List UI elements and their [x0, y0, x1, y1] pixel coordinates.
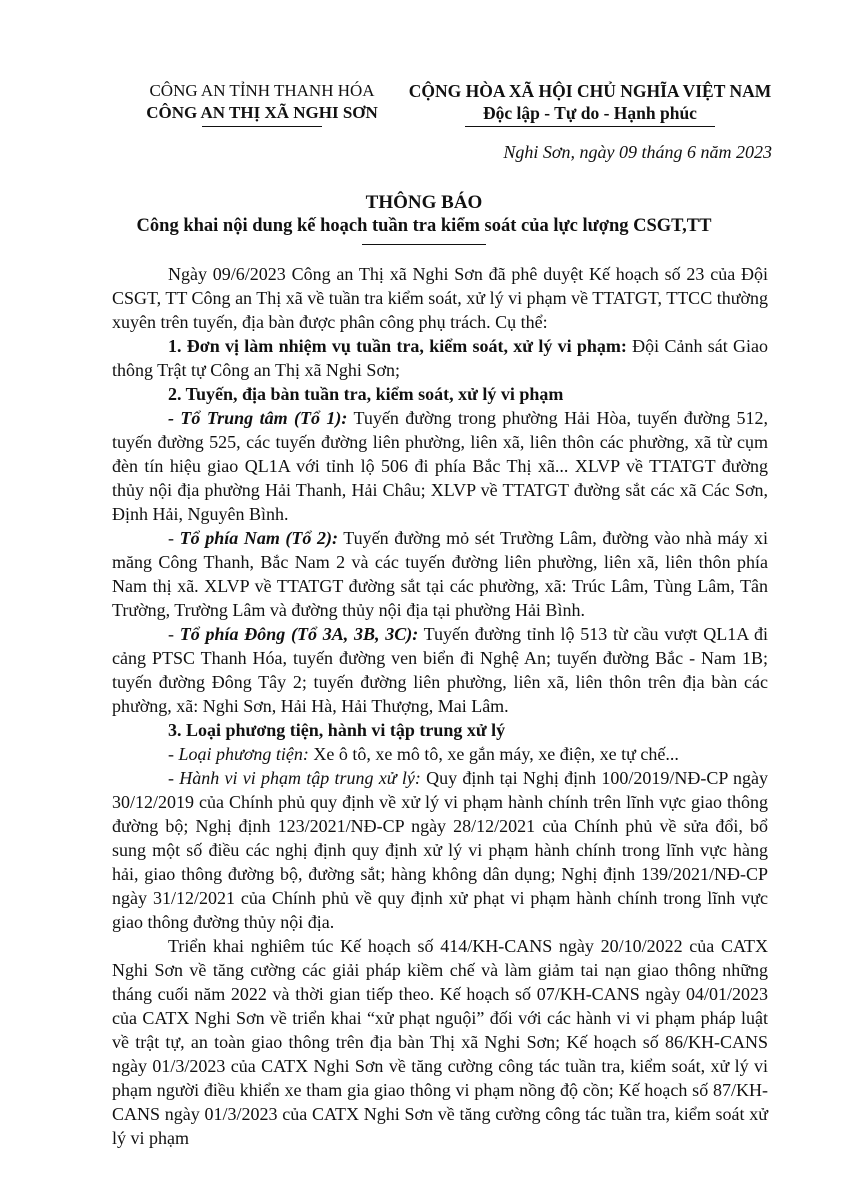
motto-underline [465, 126, 715, 127]
violations [112, 766, 768, 934]
issuer-name: CÔNG AN THỊ XÃ NGHI SƠN [146, 103, 378, 122]
section-1-heading: 1. Đơn vị làm nhiệm vụ tuần tra, kiểm soát, xử lý vi phạm: [168, 336, 627, 356]
vehicle-types-label: - Loại phương tiện: [168, 744, 309, 764]
vehicle-types-text: Xe ô tô, xe mô tô, xe gắn máy, xe điện, xe tự chế... [308, 744, 679, 764]
national-motto: Độc lập - Tự do - Hạnh phúc [483, 103, 697, 123]
section-1 [112, 334, 768, 382]
issuer-header [112, 80, 412, 124]
dateline: Nghi Sơn, ngày 09 tháng 6 năm 2023 [503, 142, 772, 162]
violations-text: Quy định tại Nghị định 100/2019/NĐ-CP ngày 30/12/2019 của Chính phủ quy định về xử lý vi phạm hành chính trên lĩnh vực giao thông đường bộ; Nghị định 123/2021/NĐ-CP ngày 28/12/2021 của Chính phủ về sửa đổi, bổ sung một số điều các nghị định quy định xử lý vi phạm hành chính trong lĩnh vực hàng hải, giao thông đường bộ, đường sắt; hàng không dân dụng; Nghị định 139/2021/NĐ-CP ngày 31/12/2021 của Chính phủ về quy định xử phạt vi phạm hành chính trong lĩnh vực giao thông đường thủy nội địa. [112, 768, 768, 932]
team-1-text: Tuyến đường trong phường Hải Hòa, tuyến đường 512, tuyến đường 525, các tuyến đường liên phường, liên xã, liên thôn các phường, xã từ cụm đèn tín hiệu giao QL1A với tỉnh lộ 506 đi phía Bắc Thị xã... XLVP về TTATGT đường thủy nội địa phường Hải Thanh, Hải Châu; XLVP về TTATGT đường sắt các xã Các Sơn, Định Hải, Nguyên Bình. [112, 408, 769, 524]
team-3-text: Tuyến đường tỉnh lộ 513 từ cầu vượt QL1A đi cảng PTSC Thanh Hóa, tuyến đường ven biển đi Nghệ An; tuyến đường Bắc - Nam 1B; tuyến đường Đông Tây 2; tuyến đường liên phường, liên xã, liên thôn trên địa bàn các phường, xã: Nghi Sơn, Hải Hà, Hải Thượng, Mai Lâm. [112, 624, 768, 716]
team-3-label: Tổ phía Đông (Tổ 3A, 3B, 3C): [179, 624, 419, 644]
team-3 [112, 622, 768, 718]
team-2-dash: - [168, 528, 180, 548]
team-1 [112, 406, 768, 526]
implementation-paragraph: Triển khai nghiêm túc Kế hoạch số 414/KH-CANS ngày 20/10/2022 của CATX Nghi Sơn về tăng cường các giải pháp kiềm chế và làm giảm tai nạn giao thông những tháng cuối năm 2022 và thời gian tiếp theo. Kế hoạch số 07/KH-CANS ngày 04/01/2023 của CATX Nghi Sơn về triển khai “xử phạt nguội” đối với các hành vi vi phạm pháp luật về trật tự, an toàn giao thông trên địa bàn Thị xã Nghi Sơn; Kế hoạch số 86/KH-CANS ngày 01/3/2023 của CATX Nghi Sơn về tăng cường công tác tuần tra, kiểm soát, xử lý vi phạm người điều khiển xe tham gia giao thông vi phạm nồng độ cồn; Kế hoạch số 87/KH-CANS ngày 01/3/2023 của CATX Nghi Sơn về tăng cường công tác tuần tra, kiểm soát xử lý vi phạm [112, 936, 768, 1148]
national-name: CỘNG HÒA XÃ HỘI CHỦ NGHĨA VIỆT NAM [408, 81, 772, 101]
team-2 [112, 526, 768, 622]
section-2-heading: 2. Tuyến, địa bàn tuần tra, kiểm soát, xử lý vi phạm [168, 384, 564, 404]
violations-label: - Hành vi vi phạm tập trung xử lý: [168, 768, 421, 788]
subtitle-underline [362, 244, 486, 245]
section-1-text: Đội Cảnh sát Giao thông Trật tự Công an Thị xã Nghi Sơn; [112, 336, 768, 380]
document-title: THÔNG BÁO [365, 192, 483, 213]
national-header [400, 80, 780, 124]
vehicle-types [112, 742, 768, 766]
intro-paragraph: Ngày 09/6/2023 Công an Thị xã Nghi Sơn đã phê duyệt Kế hoạch số 23 của Đội CSGT, TT Công an Thị xã về tuần tra kiểm soát, xử lý vi phạm về TTATGT, TTCC thường xuyên trên tuyến, địa bàn được phân công phụ trách. Cụ thể: [112, 264, 768, 332]
section-3-heading: 3. Loại phương tiện, hành vi tập trung xử lý [168, 720, 506, 740]
document-body [112, 262, 768, 1150]
team-1-label: - Tổ Trung tâm (Tổ 1): [168, 408, 348, 428]
issuer-parent: CÔNG AN TỈNH THANH HÓA [149, 81, 375, 100]
team-2-label: Tổ phía Nam (Tổ 2): [179, 528, 339, 548]
team-2-text: Tuyến đường mỏ sét Trường Lâm, đường vào nhà máy xi măng Công Thanh, Bắc Nam 2 và các tuyến đường liên phường, liên xã, liên thôn phía Nam thị xã. XLVP về TTATGT đường sắt tại các phường, xã: Trúc Lâm, Tùng Lâm, Tân Trường, Trường Lâm và đường thủy nội địa tại phường Hải Bình. [112, 528, 768, 620]
issuer-underline [202, 126, 322, 127]
team-3-dash: - [168, 624, 180, 644]
document-subtitle: Công khai nội dung kế hoạch tuần tra kiểm soát của lực lượng CSGT,TT [136, 216, 712, 236]
